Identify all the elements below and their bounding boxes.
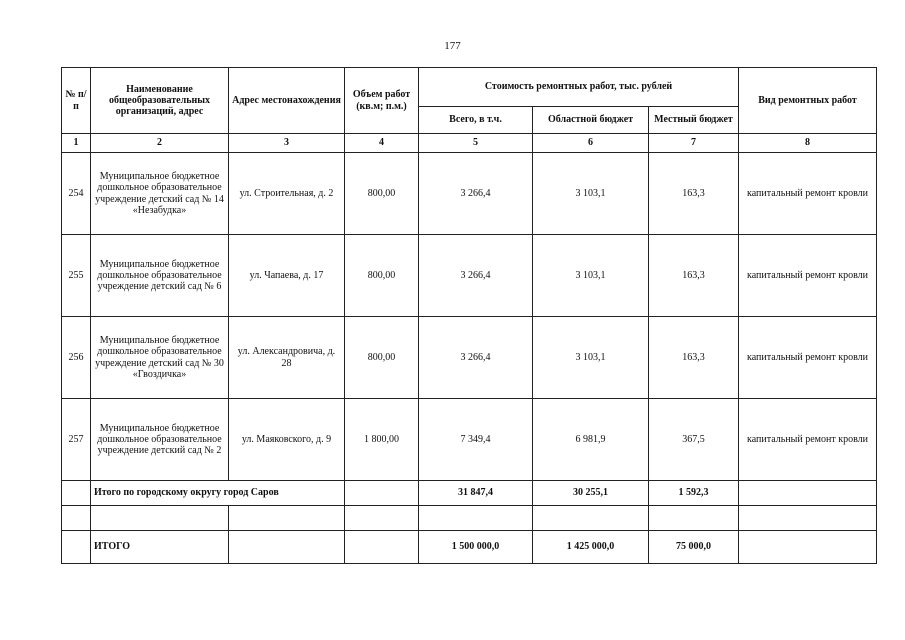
row-address: ул. Александровича, д. 28: [229, 317, 345, 399]
row-total: 3 266,4: [419, 317, 533, 399]
row-volume: 800,00: [345, 235, 419, 317]
header-volume: Объем работ (кв.м; п.м.): [345, 68, 419, 134]
grand-total-row: [62, 531, 877, 564]
row-work-type: капитальный ремонт кровли: [739, 153, 877, 235]
row-local: 163,3: [649, 153, 739, 235]
row-regional: 6 981,9: [533, 399, 649, 481]
grand-volume-cell: [345, 531, 419, 564]
row-name: Муниципальное бюджетное дошкольное образовательное учреждение детский сад № 14 «Незабудка»: [91, 153, 229, 235]
subtotal-volume-cell: [345, 481, 419, 506]
row-address: ул. Чапаева, д. 17: [229, 235, 345, 317]
header-local: Местный бюджет: [649, 107, 739, 134]
row-local: 367,5: [649, 399, 739, 481]
column-number: 8: [739, 134, 877, 153]
subtotal-local: 1 592,3: [649, 481, 739, 506]
grand-total-regional: 1 425 000,0: [533, 531, 649, 564]
row-volume: 1 800,00: [345, 399, 419, 481]
row-volume: 800,00: [345, 317, 419, 399]
column-number: 2: [91, 134, 229, 153]
subtotal-num-cell: [62, 481, 91, 506]
column-number: 3: [229, 134, 345, 153]
row-work-type: капитальный ремонт кровли: [739, 235, 877, 317]
column-number: 6: [533, 134, 649, 153]
row-name: Муниципальное бюджетное дошкольное образовательное учреждение детский сад № 2: [91, 399, 229, 481]
table-row: [62, 399, 877, 481]
grand-total-total: 1 500 000,0: [419, 531, 533, 564]
row-work-type: капитальный ремонт кровли: [739, 317, 877, 399]
header-total: Всего, в т.ч.: [419, 107, 533, 134]
row-regional: 3 103,1: [533, 317, 649, 399]
subtotal-row: [62, 481, 877, 506]
row-regional: 3 103,1: [533, 235, 649, 317]
row-address: ул. Строительная, д. 2: [229, 153, 345, 235]
row-work-type: капитальный ремонт кровли: [739, 399, 877, 481]
grand-total-label: ИТОГО: [91, 531, 229, 564]
grand-address-cell: [229, 531, 345, 564]
table-row: [62, 317, 877, 399]
header-cost-group: Стоимость ремонтных работ, тыс. рублей: [419, 68, 739, 107]
subtotal-regional: 30 255,1: [533, 481, 649, 506]
header-name: Наименование общеобразовательных организаций, адрес: [91, 68, 229, 134]
header-address: Адрес местонахождения: [229, 68, 345, 134]
header-num: № п/п: [62, 68, 91, 134]
table-row: [62, 235, 877, 317]
header-work-type: Вид ремонтных работ: [739, 68, 877, 134]
row-name: Муниципальное бюджетное дошкольное образовательное учреждение детский сад № 6: [91, 235, 229, 317]
empty-row: [62, 506, 877, 531]
column-number: 4: [345, 134, 419, 153]
row-total: 3 266,4: [419, 235, 533, 317]
page-number: 177: [444, 40, 461, 52]
row-address: ул. Маяковского, д. 9: [229, 399, 345, 481]
column-number: 5: [419, 134, 533, 153]
grand-num-cell: [62, 531, 91, 564]
row-num: 255: [62, 235, 91, 317]
column-number: 1: [62, 134, 91, 153]
column-number: 7: [649, 134, 739, 153]
subtotal-total: 31 847,4: [419, 481, 533, 506]
table-row: [62, 153, 877, 235]
row-num: 256: [62, 317, 91, 399]
row-regional: 3 103,1: [533, 153, 649, 235]
row-name: Муниципальное бюджетное дошкольное образовательное учреждение детский сад № 30 «Гвоздичка»: [91, 317, 229, 399]
subtotal-label: Итого по городскому округу город Саров: [91, 481, 345, 506]
row-total: 7 349,4: [419, 399, 533, 481]
row-local: 163,3: [649, 235, 739, 317]
row-num: 257: [62, 399, 91, 481]
grand-work-type-cell: [739, 531, 877, 564]
subtotal-work-type-cell: [739, 481, 877, 506]
row-volume: 800,00: [345, 153, 419, 235]
row-num: 254: [62, 153, 91, 235]
header-regional: Областной бюджет: [533, 107, 649, 134]
row-local: 163,3: [649, 317, 739, 399]
repair-works-table: [61, 67, 877, 564]
grand-total-local: 75 000,0: [649, 531, 739, 564]
row-total: 3 266,4: [419, 153, 533, 235]
